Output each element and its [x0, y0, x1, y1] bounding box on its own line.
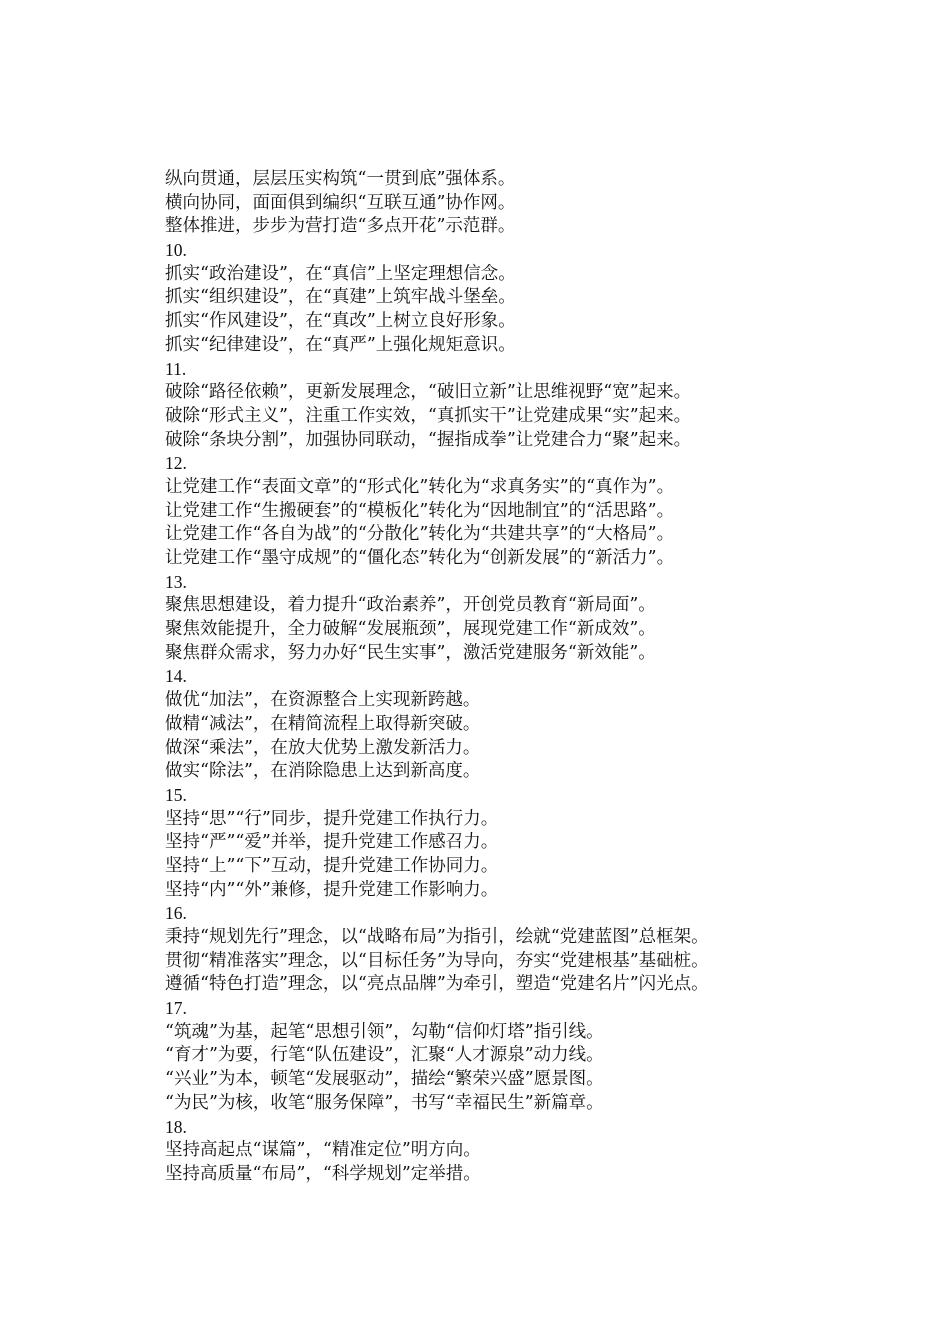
text-line: 聚焦群众需求，努力办好“民生实事”，激活党建服务“新效能”。	[165, 642, 656, 663]
text-line: 坚持高质量“布局”，“科学规划”定举措。	[165, 1163, 481, 1184]
text-line: “筑魂”为基，起笔“思想引领”，勾勒“信仰灯塔”指引线。	[165, 1021, 604, 1042]
section-number: 13.	[165, 571, 187, 592]
section-number: 12.	[165, 453, 187, 474]
text-line: “为民”为核，收笔“服务保障”，书写“幸福民生”新篇章。	[165, 1092, 604, 1113]
section-number: 10.	[165, 240, 187, 261]
text-line: 坚持“思”“行”同步，提升党建工作执行力。	[165, 808, 499, 829]
text-line: “育才”为要，行笔“队伍建设”，汇聚“人才源泉”动力线。	[165, 1045, 604, 1066]
text-line: 抓实“纪律建设”，在“真严”上强化规矩意识。	[165, 334, 516, 355]
text-line: 抓实“政治建设”，在“真信”上坚定理想信念。	[165, 263, 516, 284]
text-line: 秉持“规划先行”理念，以“战略布局”为指引，绘就“党建蓝图”总框架。	[165, 927, 709, 947]
text-line: 抓实“组织建设”，在“真建”上筑牢战斗堡垒。	[165, 287, 516, 308]
section-number: 16.	[165, 903, 187, 924]
text-line: 聚焦思想建设，着力提升“政治素养”，开创党员教育“新局面”。	[165, 595, 656, 616]
text-line: 坚持高起点“谋篇”，“精准定位”明方向。	[165, 1140, 481, 1161]
text-line: 破除“条块分割”，加强协同联动，“握指成拳”让党建合力“聚”起来。	[165, 429, 692, 450]
section-number: 11.	[165, 358, 187, 379]
text-line: 坚持“严”“爱”并举，提升党建工作感召力。	[165, 832, 499, 853]
text-line: 贯彻“精准落实”理念，以“目标任务”为导向，夯实“党建根基”基础桩。	[165, 950, 709, 971]
text-line: 做精“减法”，在精简流程上取得新突破。	[165, 713, 481, 734]
text-line: 做优“加法”，在资源整合上实现新跨越。	[165, 690, 481, 711]
text-line: 坚持“内”“外”兼修，提升党建工作影响力。	[165, 879, 499, 900]
section-number: 14.	[165, 666, 187, 687]
text-line: 破除“形式主义”，注重工作实效，“真抓实干”让党建成果“实”起来。	[165, 405, 692, 426]
text-line: 整体推进，步步为营打造“多点开花”示范群。	[165, 216, 516, 237]
text-line: 让党建工作“墨守成规”的“僵化态”转化为“创新发展”的“新活力”。	[165, 548, 675, 568]
text-line: 横向协同，面面俱到编织“互联互通”协作网。	[165, 192, 516, 213]
section-number: 18.	[165, 1116, 187, 1137]
section-number: 15.	[165, 784, 187, 805]
text-line: 抓实“作风建设”，在“真改”上树立良好形象。	[165, 311, 516, 332]
text-line: 让党建工作“表面文章”的“形式化”转化为“求真务实”的“真作为”。	[165, 476, 675, 497]
text-line: 坚持“上”“下”互动，提升党建工作协同力。	[165, 855, 499, 876]
text-line: 做实“除法”，在消除隐患上达到新高度。	[165, 761, 481, 782]
text-line: 让党建工作“生搬硬套”的“模板化”转化为“因地制宜”的“活思路”。	[165, 500, 675, 521]
text-line: 遵循“特色打造”理念，以“亮点品牌”为牵引，塑造“党建名片”闪光点。	[165, 974, 709, 995]
text-line: 聚焦效能提升，全力破解“发展瓶颈”，展现党建工作“新成效”。	[165, 619, 656, 640]
text-line: 做深“乘法”，在放大优势上激发新活力。	[165, 737, 481, 758]
document-body	[165, 168, 925, 1187]
section-number: 17.	[165, 998, 187, 1019]
text-line: 让党建工作“各自为战”的“分散化”转化为“共建共享”的“大格局”。	[165, 524, 675, 545]
text-line: 纵向贯通，层层压实构筑“一贯到底”强体系。	[165, 169, 516, 189]
text-line: 破除“路径依赖”，更新发展理念，“破旧立新”让思维视野“宽”起来。	[165, 382, 692, 403]
text-line: “兴业”为本，顿笔“发展驱动”，描绘“繁荣兴盛”愿景图。	[165, 1069, 604, 1090]
